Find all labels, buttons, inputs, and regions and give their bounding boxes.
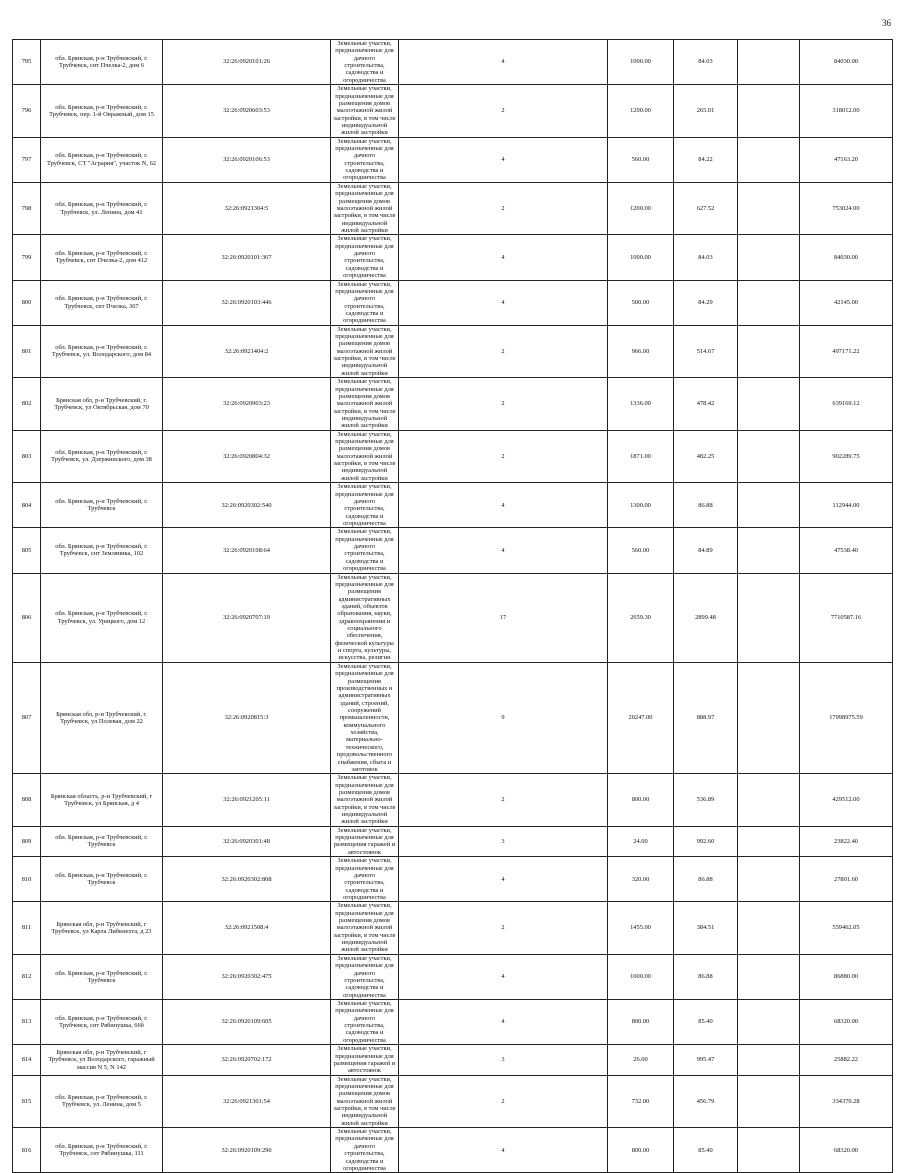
row-number: 800 (13, 280, 41, 325)
group-cell: 2 (399, 85, 608, 138)
cadastral-number-cell: 32:26:0920101:26 (163, 40, 331, 85)
area-cell: 500.00 (608, 280, 674, 325)
blank-cell (738, 857, 800, 902)
address-cell: обл. Брянская, р-н Трубчевский, г. Трубчевск (41, 826, 163, 856)
blank-cell (738, 902, 800, 955)
cadastral-value-cell: 84030.00 (800, 40, 893, 85)
group-cell: 4 (399, 1128, 608, 1173)
specific-value-cell: 478.42 (674, 378, 738, 431)
table-row (13, 857, 893, 902)
land-use-cell: Земельные участки, предназначенные для дачного строительства, садоводства и огородничества (331, 483, 399, 528)
group-cell: 2 (399, 378, 608, 431)
table-row (13, 280, 893, 325)
area-cell: 20247.00 (608, 662, 674, 773)
blank-cell (738, 280, 800, 325)
table-body (13, 40, 893, 1173)
land-use-cell: Земельные участки, предназначенные для дачного строительства, садоводства и огородничества (331, 235, 399, 280)
cadastral-value-cell: 86880.00 (800, 954, 893, 999)
table-row (13, 1075, 893, 1128)
table-row (13, 182, 893, 235)
cadastral-number-cell: 32:26:0920707:19 (163, 573, 331, 662)
blank-cell (738, 528, 800, 573)
specific-value-cell: 2899.48 (674, 573, 738, 662)
specific-value-cell: 84.03 (674, 40, 738, 85)
specific-value-cell: 86.88 (674, 483, 738, 528)
table-row (13, 774, 893, 827)
cadastral-value-cell: 68320.00 (800, 1000, 893, 1045)
area-cell: 966.00 (608, 325, 674, 378)
group-cell: 4 (399, 857, 608, 902)
row-number: 807 (13, 662, 41, 773)
group-cell: 2 (399, 902, 608, 955)
cadastral-value-cell: 429512.00 (800, 774, 893, 827)
blank-cell (738, 325, 800, 378)
blank-cell (738, 954, 800, 999)
cadastral-value-cell: 17998975.59 (800, 662, 893, 773)
land-use-cell: Земельные участки, предназначенные для дачного строительства, садоводства и огородничества (331, 137, 399, 182)
cadastral-number-cell: 32:26:0920109:605 (163, 1000, 331, 1045)
cadastral-value-cell: 7710587.16 (800, 573, 893, 662)
land-use-cell: Земельные участки, предназначенные для размещения производственных и административных зданий, строений, сооружений промышленности, коммунального хозяйства, материально-технического, продовольственного снабжения, сбыта и заготовок (331, 662, 399, 773)
specific-value-cell: 992.60 (674, 826, 738, 856)
land-use-cell: Земельные участки, предназначенные для размещения гаражей и автостоянок (331, 826, 399, 856)
specific-value-cell: 482.25 (674, 430, 738, 483)
specific-value-cell: 85.40 (674, 1128, 738, 1173)
area-cell: 1336.00 (608, 378, 674, 431)
land-use-cell: Земельные участки, предназначенные для размещения домов малоэтажной жилой застройки, в том числе индивидуальной жилой застройки (331, 325, 399, 378)
address-cell: Брянская обл, р-н Трубчевский, г Трубчевск, ул Володарского, гаражный массив N 5, N 142 (41, 1045, 163, 1075)
address-cell: обл. Брянская, р-н Трубчевский, г. Трубчевск, СТ "Агрария", участок N, 62 (41, 137, 163, 182)
area-cell: 800.00 (608, 774, 674, 827)
table-row (13, 528, 893, 573)
cadastral-number-cell: 32:26:0921508:4 (163, 902, 331, 955)
cadastral-value-cell: 318012.00 (800, 85, 893, 138)
cadastral-value-cell: 47538.40 (800, 528, 893, 573)
table-row (13, 137, 893, 182)
group-cell: 4 (399, 483, 608, 528)
group-cell: 2 (399, 1075, 608, 1128)
cadastral-value-table (12, 39, 893, 1173)
specific-value-cell: 514.67 (674, 325, 738, 378)
specific-value-cell: 84.29 (674, 280, 738, 325)
blank-cell (738, 826, 800, 856)
area-cell: 732.00 (608, 1075, 674, 1128)
cadastral-value-cell: 559462.05 (800, 902, 893, 955)
cadastral-number-cell: 32:26:0920302:475 (163, 954, 331, 999)
specific-value-cell: 265.01 (674, 85, 738, 138)
cadastral-number-cell: 32:26:0920903:23 (163, 378, 331, 431)
address-cell: обл. Брянская, р-н Трубчевский, г. Трубчевск, ул. Володарского, дом 84 (41, 325, 163, 378)
land-use-cell: Земельные участки, предназначенные для размещения домов малоэтажной жилой застройки, в том числе индивидуальной жилой застройки (331, 182, 399, 235)
land-use-cell: Земельные участки, предназначенные для размещения гаражей и автостоянок (331, 1045, 399, 1075)
cadastral-value-cell: 42145.00 (800, 280, 893, 325)
table-row (13, 235, 893, 280)
blank-cell (738, 774, 800, 827)
land-use-cell: Земельные участки, предназначенные для дачного строительства, садоводства и огородничества (331, 280, 399, 325)
row-number: 803 (13, 430, 41, 483)
group-cell: 9 (399, 662, 608, 773)
cadastral-number-cell: 32:26:0920101:367 (163, 235, 331, 280)
table-row (13, 325, 893, 378)
area-cell: 800.00 (608, 1128, 674, 1173)
specific-value-cell: 84.03 (674, 235, 738, 280)
land-use-cell: Земельные участки, предназначенные для дачного строительства, садоводства и огородничества (331, 954, 399, 999)
address-cell: обл. Брянская, р-н Трубчевский, г. Трубчевск, ул. Дзержинского, дом 38 (41, 430, 163, 483)
address-cell: обл. Брянская, р-н Трубчевский, г. Трубчевск (41, 483, 163, 528)
row-number: 816 (13, 1128, 41, 1173)
table-row (13, 1128, 893, 1173)
page-number: 36 (882, 18, 891, 28)
table-row (13, 430, 893, 483)
land-use-cell: Земельные участки, предназначенные для дачного строительства, садоводства и огородничества (331, 40, 399, 85)
address-cell: обл. Брянская, р-н Трубчевский, г. Трубчевск (41, 857, 163, 902)
area-cell: 1000.00 (608, 235, 674, 280)
group-cell: 17 (399, 573, 608, 662)
address-cell: Брянская обл, р-н Трубчевский, г Трубчевск, ул Карла Либкнехта, д 23 (41, 902, 163, 955)
group-cell: 4 (399, 1000, 608, 1045)
row-number: 808 (13, 774, 41, 827)
specific-value-cell: 86.88 (674, 857, 738, 902)
cadastral-value-cell: 902289.75 (800, 430, 893, 483)
row-number: 810 (13, 857, 41, 902)
table-row (13, 85, 893, 138)
row-number: 812 (13, 954, 41, 999)
cadastral-value-cell: 47163.20 (800, 137, 893, 182)
address-cell: обл. Брянская, р-н Трубчевский, г. Трубчевск, пер. 1-й Овражный, дом 15 (41, 85, 163, 138)
row-number: 804 (13, 483, 41, 528)
row-number: 802 (13, 378, 41, 431)
land-use-cell: Земельные участки, предназначенные для размещения домов малоэтажной жилой застройки, в том числе индивидуальной жилой застройки (331, 378, 399, 431)
cadastral-value-cell: 497171.22 (800, 325, 893, 378)
blank-cell (738, 378, 800, 431)
address-cell: обл. Брянская, р-н Трубчевский, г. Трубчевск, снт Земляника, 102 (41, 528, 163, 573)
specific-value-cell: 85.40 (674, 1000, 738, 1045)
specific-value-cell: 84.22 (674, 137, 738, 182)
row-number: 798 (13, 182, 41, 235)
blank-cell (738, 1075, 800, 1128)
land-use-cell: Земельные участки, предназначенные для размещения домов малоэтажной жилой застройки, в том числе индивидуальной жилой застройки (331, 902, 399, 955)
address-cell: обл. Брянская, р-н Трубчевский, г. Трубчевск, ул. Ленина, дом 41 (41, 182, 163, 235)
land-use-cell: Земельные участки, предназначенные для размещения домов малоэтажной жилой застройки, в том числе индивидуальной жилой застройки (331, 774, 399, 827)
land-use-cell: Земельные участки, предназначенные для размещения административных зданий, объектов образования, науки, здравоохранения и социального обеспечения, физической культуры и спорта, культуры, искусства, религии (331, 573, 399, 662)
row-number: 813 (13, 1000, 41, 1045)
group-cell: 2 (399, 430, 608, 483)
table-row (13, 826, 893, 856)
blank-cell (738, 137, 800, 182)
area-cell: 560.00 (608, 137, 674, 182)
table-row (13, 1045, 893, 1075)
cadastral-number-cell: 32:26:0920108:64 (163, 528, 331, 573)
cadastral-number-cell: 32:26:0921304:5 (163, 182, 331, 235)
blank-cell (738, 430, 800, 483)
table-row (13, 378, 893, 431)
cadastral-number-cell: 32:26:0920301:48 (163, 826, 331, 856)
cadastral-value-cell: 23822.40 (800, 826, 893, 856)
cadastral-value-cell: 68320.00 (800, 1128, 893, 1173)
row-number: 811 (13, 902, 41, 955)
area-cell: 1455.00 (608, 902, 674, 955)
area-cell: 800.00 (608, 1000, 674, 1045)
row-number: 799 (13, 235, 41, 280)
specific-value-cell: 384.51 (674, 902, 738, 955)
specific-value-cell: 84.89 (674, 528, 738, 573)
blank-cell (738, 1000, 800, 1045)
cadastral-number-cell: 32:26:0920109:290 (163, 1128, 331, 1173)
cadastral-value-cell: 25882.22 (800, 1045, 893, 1075)
area-cell: 1000.00 (608, 40, 674, 85)
area-cell: 1300.00 (608, 483, 674, 528)
land-use-cell: Земельные участки, предназначенные для дачного строительства, садоводства и огородничества (331, 857, 399, 902)
area-cell: 24.00 (608, 826, 674, 856)
cadastral-value-cell: 84030.00 (800, 235, 893, 280)
area-cell: 2659.30 (608, 573, 674, 662)
row-number: 815 (13, 1075, 41, 1128)
cadastral-number-cell: 32:26:0920603:53 (163, 85, 331, 138)
blank-cell (738, 235, 800, 280)
table-row (13, 902, 893, 955)
row-number: 796 (13, 85, 41, 138)
blank-cell (738, 662, 800, 773)
cadastral-number-cell: 32:26:0920702:172 (163, 1045, 331, 1075)
group-cell: 4 (399, 954, 608, 999)
group-cell: 4 (399, 280, 608, 325)
cadastral-number-cell: 32:26:0920302:540 (163, 483, 331, 528)
cadastral-number-cell: 32:26:0920106:53 (163, 137, 331, 182)
row-number: 797 (13, 137, 41, 182)
area-cell: 320.00 (608, 857, 674, 902)
row-number: 814 (13, 1045, 41, 1075)
row-number: 806 (13, 573, 41, 662)
group-cell: 2 (399, 182, 608, 235)
cadastral-value-cell: 753024.00 (800, 182, 893, 235)
cadastral-number-cell: 32:26:0920815:3 (163, 662, 331, 773)
area-cell: 1200.00 (608, 85, 674, 138)
land-use-cell: Земельные участки, предназначенные для размещения домов малоэтажной жилой застройки, в том числе индивидуальной жилой застройки (331, 85, 399, 138)
group-cell: 4 (399, 137, 608, 182)
land-use-cell: Земельные участки, предназначенные для дачного строительства, садоводства и огородничества (331, 1128, 399, 1173)
group-cell: 2 (399, 774, 608, 827)
cadastral-number-cell: 32:26:0920804:32 (163, 430, 331, 483)
cadastral-number-cell: 32:26:0921205:11 (163, 774, 331, 827)
address-cell: обл. Брянская, р-н Трубчевский, г. Трубчевск, снт Рябинушка, 111 (41, 1128, 163, 1173)
address-cell: обл. Брянская, р-н Трубчевский, г. Трубчевск, снт Пчелка-2, дом 6 (41, 40, 163, 85)
row-number: 805 (13, 528, 41, 573)
address-cell: обл. Брянская, р-н Трубчевский, г. Трубчевск, снт Пчелка, 367 (41, 280, 163, 325)
land-use-cell: Земельные участки, предназначенные для размещения домов малоэтажной жилой застройки, в том числе индивидуальной жилой застройки (331, 1075, 399, 1128)
table-row (13, 40, 893, 85)
row-number: 795 (13, 40, 41, 85)
group-cell: 4 (399, 528, 608, 573)
area-cell: 1200.00 (608, 182, 674, 235)
cadastral-number-cell: 32:26:0920103:446 (163, 280, 331, 325)
specific-value-cell: 627.52 (674, 182, 738, 235)
address-cell: обл. Брянская, р-н Трубчевский, г. Трубчевск, снт Рябинушка, 66б (41, 1000, 163, 1045)
cadastral-number-cell: 32:26:0920302:808 (163, 857, 331, 902)
specific-value-cell: 888.97 (674, 662, 738, 773)
cadastral-value-cell: 639169.12 (800, 378, 893, 431)
area-cell: 1000.00 (608, 954, 674, 999)
group-cell: 3 (399, 1045, 608, 1075)
table-row (13, 662, 893, 773)
address-cell: обл. Брянская, р-н Трубчевский, г. Трубчевск (41, 954, 163, 999)
table-row (13, 1000, 893, 1045)
blank-cell (738, 1045, 800, 1075)
address-cell: обл. Брянская, р-н Трубчевский, г. Трубчевск, ул. Урицкого, дом 12 (41, 573, 163, 662)
blank-cell (738, 85, 800, 138)
row-number: 801 (13, 325, 41, 378)
cadastral-number-cell: 32:26:0921404:2 (163, 325, 331, 378)
group-cell: 3 (399, 826, 608, 856)
blank-cell (738, 182, 800, 235)
group-cell: 4 (399, 40, 608, 85)
specific-value-cell: 536.89 (674, 774, 738, 827)
land-use-cell: Земельные участки, предназначенные для дачного строительства, садоводства и огородничества (331, 528, 399, 573)
specific-value-cell: 995.47 (674, 1045, 738, 1075)
land-use-cell: Земельные участки, предназначенные для размещения домов малоэтажной жилой застройки, в том числе индивидуальной жилой застройки (331, 430, 399, 483)
area-cell: 1871.00 (608, 430, 674, 483)
land-use-cell: Земельные участки, предназначенные для дачного строительства, садоводства и огородничества (331, 1000, 399, 1045)
address-cell: Брянская обл, р-н Трубчевский, г. Трубчевск, ул Октябрьская, дом 70 (41, 378, 163, 431)
specific-value-cell: 86.88 (674, 954, 738, 999)
address-cell: Брянская область, р-н Трубчевский, г Трубчевск, ул Брянская, д 4 (41, 774, 163, 827)
blank-cell (738, 1128, 800, 1173)
blank-cell (738, 483, 800, 528)
address-cell: Брянская обл, р-н Трубчевский, г. Трубчевск, ул Полевая, дом 22 (41, 662, 163, 773)
cadastral-value-cell: 27801.60 (800, 857, 893, 902)
blank-cell (738, 40, 800, 85)
specific-value-cell: 456.79 (674, 1075, 738, 1128)
area-cell: 26.00 (608, 1045, 674, 1075)
cadastral-number-cell: 32:26:0921301:54 (163, 1075, 331, 1128)
row-number: 809 (13, 826, 41, 856)
area-cell: 560.00 (608, 528, 674, 573)
cadastral-value-cell: 334370.28 (800, 1075, 893, 1128)
table-row (13, 573, 893, 662)
group-cell: 4 (399, 235, 608, 280)
address-cell: обл. Брянская, р-н Трубчевский, г. Трубчевск, снт Пчелка-2, дом 412 (41, 235, 163, 280)
group-cell: 2 (399, 325, 608, 378)
address-cell: обл. Брянская, р-н Трубчевский, г. Трубчевск, ул. Ленина, дом 5 (41, 1075, 163, 1128)
blank-cell (738, 573, 800, 662)
table-row (13, 483, 893, 528)
table-row (13, 954, 893, 999)
cadastral-value-cell: 112944.00 (800, 483, 893, 528)
